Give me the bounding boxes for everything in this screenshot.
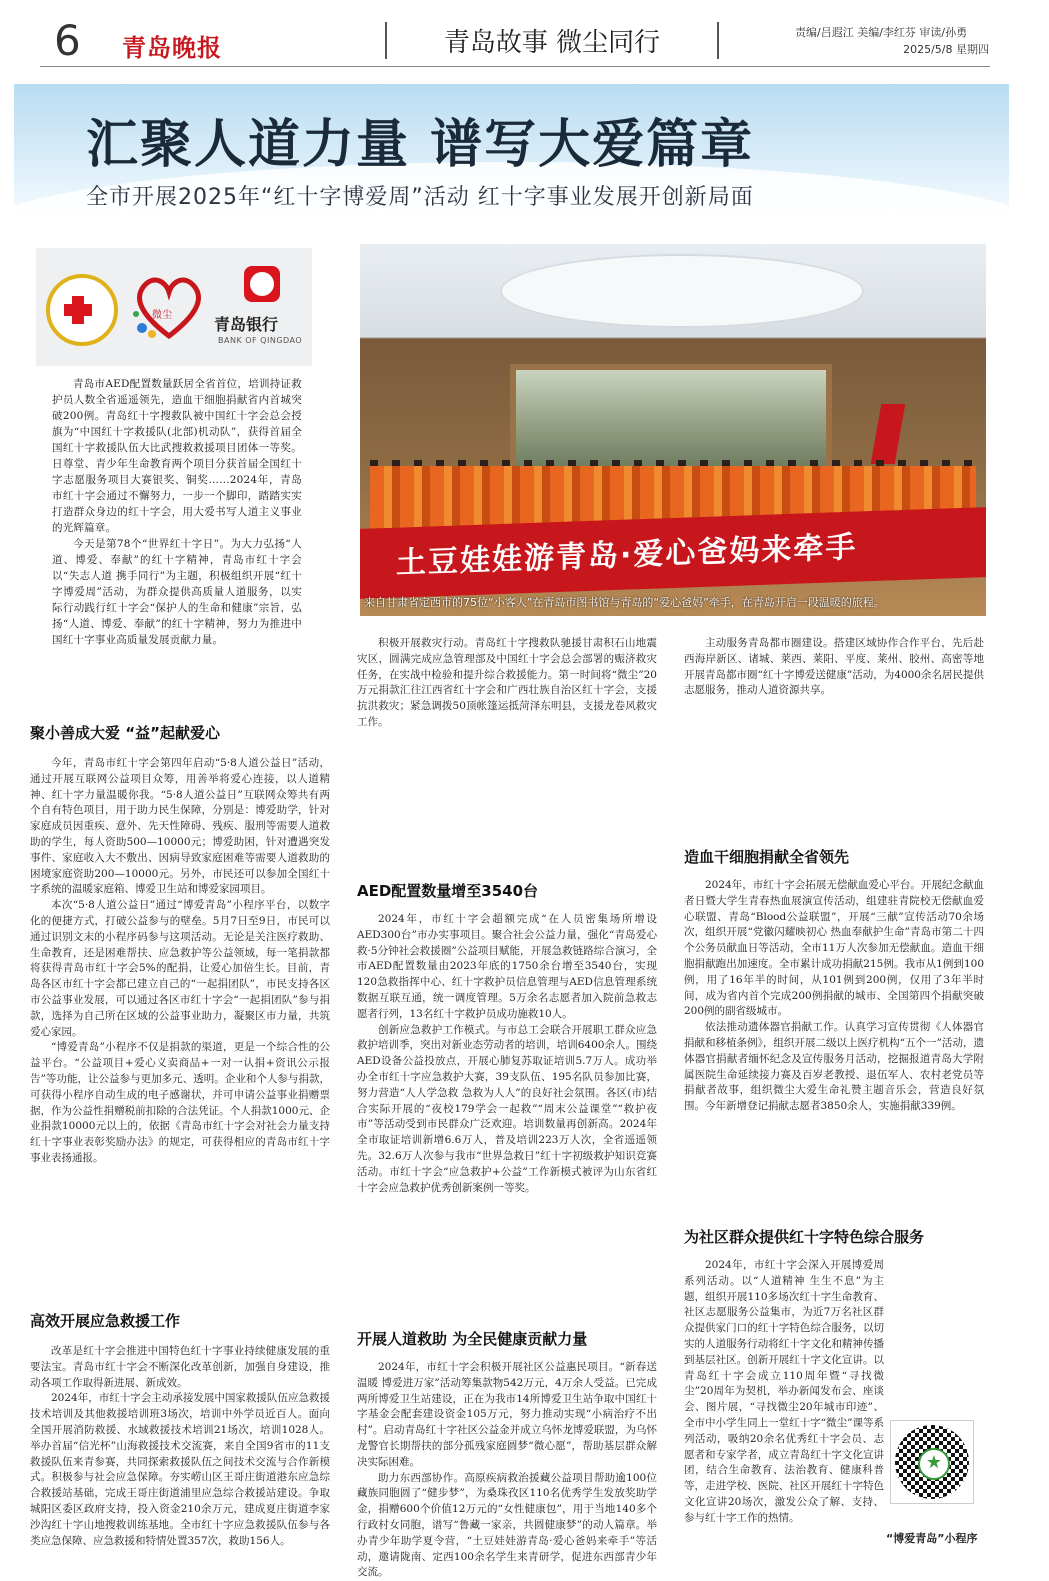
- paragraph: “博爱青岛”小程序不仅是捐款的渠道，更是一个综合性的公益平台。“公益项目+爱心义卖商品+一对一认捐+资讯公示报告”等功能，让公益参与更加多元、透明。企业和个人参与捐款，可获得小程序自动生成的电子感谢状，并可申请公益事业捐赠票据，作为公益性捐赠税前扣除的合法凭证。个人捐款1000元、企业捐款10000元以上的，依据《青岛市红十字会对社会力量支持红十字事业表彰奖励办法》的规定，可获得相应的青岛市红十字事业表扬通报。: [30, 1041, 330, 1164]
- intro-paragraph: 青岛市AED配置数量跃居全省首位，培训持证救护员人数全省遥遥领先，造血干细胞捐献省内首城突破200例。青岛红十字搜救队被中国红十字会总会授旗为“中国红十字救援队(北部)机动队”，获得首届全国红十字救援队伍大比武搜救救援项目团体一等奖。日尊堂、青少年生命教育两个项目分获首届全国红十字志愿服务项目大赛银奖、铜奖……2024年，青岛市红十字会通过不懈努力，一步一个脚印，踏踏实实打造群众身边的红十字会，用大爱书写人道主义事业的光辉篇章。: [52, 378, 302, 534]
- section-title: 青岛故事 微尘同行: [385, 22, 719, 59]
- paragraph: 依法推动遗体器官捐献工作。认真学习宣传贯彻《人体器官捐献和移植条例》，组织开展二级以上医疗机构“五个一”活动，遗体器官捐献者缅怀纪念及宣传服务月活动，挖掘报道青岛大学附属医院生命延续接力赛及百岁老教授、退伍军人、农村老党员等捐献者故事，组织微尘大爱生命礼赞主题音乐会，营造良好氛围。今年新增登记捐献志愿者3850余人，实施捐献339例。: [684, 1021, 984, 1113]
- bank-name-en: BANK OF QINGDAO: [218, 336, 303, 345]
- qr-label: “博爱青岛”小程序: [886, 1532, 978, 1545]
- masthead: [40, 14, 990, 67]
- paragraph: 2024年，市红十字会超额完成“在人员密集场所增设AED300台”市办实事项目。聚合社会公益力量，强化“青岛爱心救·5分钟社会救援圈”公益项目赋能，开展急救链路综合演习，全市AED配置数量由2023年底的1750余台增至3540台，实现120急救指挥中心、红十字救护员信息管理与AED信息管理系统数据互联互通，统一调度管理。5万余名志愿者加入院前急救志愿者行列，13名红十字救护员成功施救10人。: [357, 913, 657, 1020]
- section-body-humanitarian-b: [684, 636, 984, 832]
- section-body-humanitarian-a: [357, 1360, 657, 1579]
- red-banner-text: 土豆娃娃游青岛·爱心爸妈来牵手: [396, 529, 858, 582]
- sponsor-logos: [36, 248, 312, 366]
- bank-logo-icon: [244, 266, 280, 302]
- star-icon: ★: [918, 1448, 950, 1480]
- section-heading-community: 为社区群众提供红十字特色综合服务: [684, 1228, 925, 1246]
- section-body-rescue-a: [30, 1344, 330, 1548]
- subheadline: 全市开展2025年“红十字博爱周”活动 红十字事业发展开创新局面: [86, 185, 754, 210]
- page-number: 6: [54, 16, 81, 65]
- paragraph: 本次“5·8人道公益日”通过“博爱青岛”小程序平台，以数字化的便捷方式，打破公益参与的壁垒。5月7日至9日，市民可以通过识别文末的小程序码参与这项活动。无论是关注医疗救助、生命教育，还是困难帮扶、应急救护等公益领域，每一笔捐款都将获得青岛市红十字会5%的配捐，让爱心加倍生长。目前，青岛各区市红十字会都已建立自己的“一起捐团队”，市民支持各区市公益事业发展，可以通过各区市红十字会“一起捐团队”参与捐款，选择为自己所在区域的公益事业助力，凝聚区市力量，共筑爱心家园。: [30, 899, 330, 1038]
- photo-caption: 来自甘肃省定西市的75位“小客人”在青岛市图书馆与青岛的“爱心爸妈”牵手，在青岛开启一段温暖的旅程。: [364, 596, 885, 609]
- micro-dust-label: 微尘: [152, 310, 172, 321]
- editor-credits: 责编/吕遐江 美编/李红芬 审读/孙勇: [795, 26, 968, 39]
- intro-paragraph: 今天是第78个“世界红十字日”。为大力弘扬“人道、博爱、奉献”的红十字精神，青岛市红十字会以“失志人道 携手同行”为主题，积极组织开展“红十字博爱周”活动，为群众提供高质量人道服务，以实际行动践行红十字会“保护人的生命和健康”宗旨，弘扬“人道、博爱、奉献”的红十字精神，努力为推进中国红十字事业高质量发展贡献力量。: [52, 538, 302, 646]
- mini-program-qr-code[interactable]: [890, 1420, 974, 1504]
- paragraph: 2024年，市红十字会主动承接发展中国家救援队伍应急救援技术培训及其他救援培训班3场次，培训中外学员近百人。面向全国开展消防救援、水域救援技术培训21场次，培训1028人。举办首届“信光杯”山海救援技术交流赛，来自全国9省市的11支救援队伍来青参赛，共同探索救援队伍之间技术交流与合作新模式。积极参与社会应急保障。夯实崂山区王哥庄街道港东应急综合救援站基础，完成王哥庄街道浦里应急综合救援站建设。争取城阳区委区政府支持，投入资金210余万元，建成夏庄街道李家沙沟红十字山地搜救训练基地。全市红十字应急救援队伍参与各类应急保障、应急救援和特情处置357次，救助156人。: [30, 1392, 330, 1547]
- section-body-charity: [30, 756, 330, 1296]
- paragraph: 2024年，市红十字会深入开展博爱周系列活动。以“人道精神 生生不息”为主题，组织开展110多场次红十字生命教育、社区志愿服务公益集市，为近7万名社区群众提供家门口的红十字特色综合服务，以切实的人道服务行动将红十字文化和精神传播到基层社区。创新开展红十字文化宣讲。以青岛红十字会成立110周年暨“寻找微尘”20周年为契机，举办新闻发布会、座谈会、图片展，“寻找微尘20年城市印迹”、全市中小学生同上一堂红十字“微尘”课等系列活动，吸纳20余名优秀红十字会员、志愿者和专家学者，成立青岛红十字文化宣讲团，结合生命教育、法治教育、健康科普等，走进学校、医院、社区开展红十字特色文化宣讲20场次，激发公众了解、支持、参与红十字工作的热情。: [684, 1259, 884, 1524]
- headline-banner: [14, 84, 1009, 232]
- section-body-community: [684, 1258, 884, 1550]
- section-heading-aed: AED配置数量增至3540台: [357, 882, 539, 900]
- paragraph: 改革是红十字会推进中国特色红十字事业持续健康发展的重要法宝。青岛市红十字会不断深化改革创新，加强自身建设，推动各项工作取得新进展、新成效。: [30, 1345, 330, 1389]
- headline: 汇聚人道力量 谱写大爱篇章: [86, 115, 755, 175]
- paragraph: 2024年，市红十字会积极开展社区公益惠民项目。“新春送温暖 博爱进万家”活动筹集款物542万元，4万余人受益。已完成两所博爱卫生站建设，正在为我市14所博爱卫生站争取中国红十字基金会配套建设资金105万元，努力推动实现“小病治疗不出村”。启动青岛红十字社区公益金并成立乌怀龙博爱联盟，为乌怀龙警官长期帮扶的部分孤残家庭圆梦“微心愿”，帮助基层群众解决实际困难。: [357, 1361, 657, 1468]
- paragraph: 主动服务青岛都市圈建设。搭建区域协作合作平台，先后赴西海岸新区、诸城、莱西、莱阳、平度、莱州、胶州、高密等地开展青岛都市圈“红十字博爱送健康”活动，为4000余名居民提供志愿服务，推动人道资源共享。: [684, 637, 984, 697]
- paragraph: 今年，青岛市红十字会第四年启动“5·8人道公益日”活动，通过开展互联网公益项目众筹，用善举将爱心连接，以人道精神、红十字力量温暖你我。“5·8人道公益日”互联网众筹共有两个自有特色项目，用于助力民生保障，分别是：博爱助学，针对家庭成员因重疾、意外、先天性障碍、残疾、服刑等需要人道救助的学生，每人资助500—10000元；博爱助困，针对遭遇突发事件、家庭收入大不敷出、因病导致家庭困难等需要人道救助的困境家庭资助200—10000元。另外，市民还可以参加全国红十字系统的温暖家庭箱、博爱卫生站和博爱家园项目。: [30, 757, 330, 896]
- section-body-stem-cell: [684, 878, 984, 1208]
- section-heading-rescue: 高效开展应急救援工作: [30, 1312, 181, 1330]
- section-heading-stem-cell: 造血干细胞捐献全省领先: [684, 848, 850, 866]
- section-heading-charity: 聚小善成大爱 “益”起献爱心: [30, 724, 220, 742]
- section-heading-humanitarian: 开展人道救助 为全民健康贡献力量: [357, 1330, 588, 1348]
- paragraph: 2024年，市红十字会拓展无偿献血爱心平台。开展纪念献血者日暨大学生青春热血展演宣传活动，组建驻青院校无偿献血爱心联盟、青岛“Blood公益联盟”，开展“三献”宣传活动70余场次，组织开展“党徽闪耀映初心 热血奉献护生命”青岛市第二十四个公务员献血日等活动，全市11万人次参加无偿献血。造血干细胞捐献跑出加速度。全市累计成功捐献215例。我市从1例到100例，用了16年半的时间，从101例到200例，仅用了3年半时间，成为省内首个完成200例捐献的城市、全国第四个捐献突破200例的副省级城市。: [684, 879, 984, 1018]
- group-photo: [360, 244, 986, 616]
- section-body-rescue-b: [357, 636, 657, 864]
- paragraph: 创新应急救护工作模式。与市总工会联合开展职工群众应急救护培训季，突出对新业态劳动者的培训，培训6400余人。围绕AED设备公益投放点，开展心肺复苏取证培训5.7万人。成功举办全市红十字应急救护大赛，39支队伍、195名队员参加比赛，努力营造“人人学急救 急救为人人”的良好社会氛围。各区(市)结合实际开展的“夜校179学会一起救”“周末公益课堂”“救护夜市”等活动受到市民群众广泛欢迎。培训数量再创新高。2024年全市取证培训新增6.6万人，普及培训223万人次，全省遥遥领先。32.6万人次参与我市“世界急救日”红十字初级救护知识竞赛活动。市红十字会“应急救护+公益”工作新模式被评为山东省红十字会应急救护优秀创新案例一等奖。: [357, 1023, 657, 1194]
- bank-name-cn: 青岛银行: [214, 315, 279, 334]
- paragraph: 助力东西部协作。高原疾病救治援藏公益项目帮助逾100位藏族同胞圆了“健步梦”，为桑珠孜区110名优秀学生发放奖助学金，捐赠600个价值12万元的“女性健康包”，用于当地140多个行政村女同胞，谱写“鲁藏一家亲，共圆健康梦”的动人篇章。举办青少年助学夏令营，“土豆娃娃游青岛·爱心爸妈来牵手”等活动，邀请陇南、定西100余名学生来青研学，促进东西部青少年交流。: [357, 1471, 657, 1579]
- section-body-aed: [357, 912, 657, 1312]
- intro-text: [52, 376, 302, 648]
- red-flag: [871, 404, 906, 464]
- paragraph: 积极开展救灾行动。青岛红十字搜救队驰援甘肃积石山地震灾区，圆满完成应急管理部及中国红十字会总会部署的赈济救灾任务，在实战中检验和提升综合救援能力。第一时间将“微尘”20万元捐款汇往江西省红十字会和广西壮族自治区红十字会，支援抗洪救灾；紧急调拨50顶帐篷运抵菏泽东明县，支援龙卷风救灾工作。: [357, 637, 657, 728]
- ceiling-light: [500, 254, 864, 328]
- credits: [795, 24, 995, 58]
- red-cross-icon: [46, 274, 118, 346]
- paper-name: 青岛晚报: [122, 33, 222, 62]
- issue-date: 2025/5/8 星期四: [903, 43, 989, 56]
